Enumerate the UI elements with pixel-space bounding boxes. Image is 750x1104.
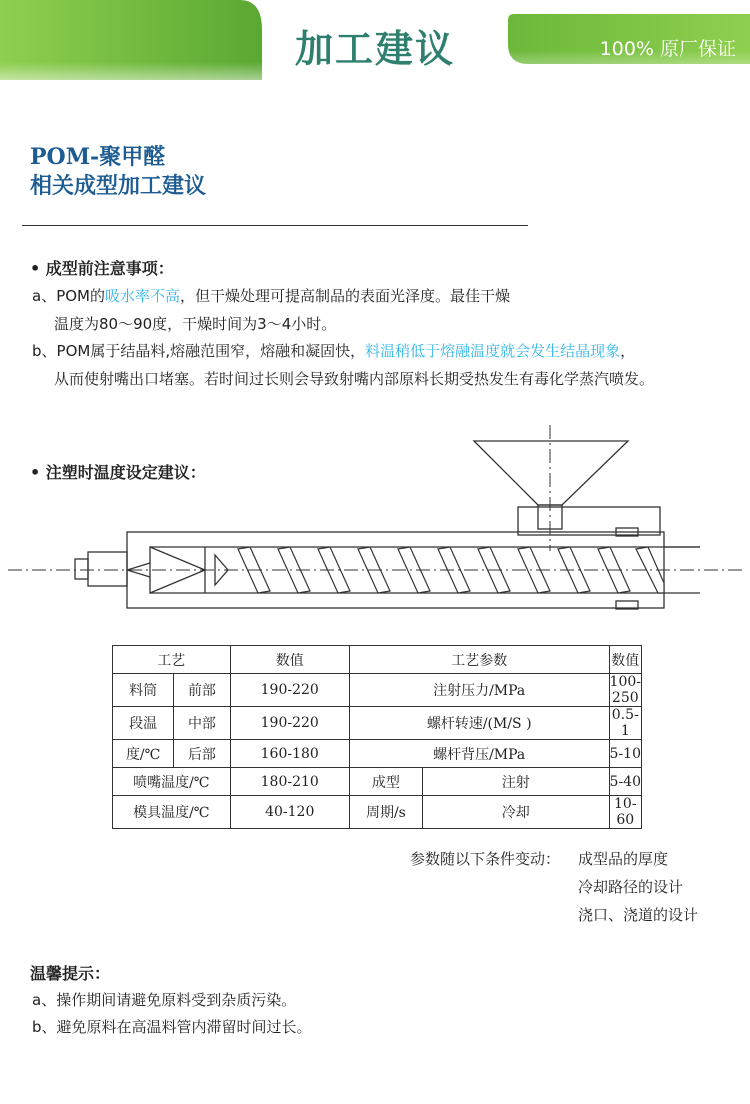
precaution-a-highlight: 吸水率不高 <box>105 287 181 305</box>
table-row <box>113 740 642 768</box>
cycle-value: 5-40 <box>609 768 641 796</box>
param-label: 注射压力/MPa <box>349 674 609 707</box>
zone-value: 160-180 <box>230 740 349 768</box>
cycle-value: 10-60 <box>609 796 641 829</box>
precaution-b-line2: 从而使射嘴出口堵塞。若时间过长则会导致射嘴内部原料长期受热发生有毒化学蒸汽喷发。 <box>54 370 655 388</box>
banner-title: 加工建议 <box>294 27 455 71</box>
condition-item: 浇口、浇道的设计 <box>578 906 699 924</box>
table-row <box>113 768 642 796</box>
zone-value: 190-220 <box>230 707 349 740</box>
tip-item: a、操作期间请避免原料受到杂质污染。 <box>32 991 297 1009</box>
header-value: 数值 <box>230 646 349 674</box>
zone-label: 前部 <box>174 674 230 707</box>
page-title-line2: 相关成型加工建议 <box>30 173 207 199</box>
guarantee-label: 100% 原厂保证 <box>599 38 736 60</box>
zone-value: 190-220 <box>230 674 349 707</box>
param-label: 螺杆背压/MPa <box>349 740 609 768</box>
header-value-2: 数值 <box>609 646 641 674</box>
injection-screw-diagram <box>0 425 750 625</box>
cycle-label: 冷却 <box>422 796 609 829</box>
precautions-heading: • 成型前注意事项： <box>30 259 174 278</box>
tip-item: b、避免原料在高温料管内滞留时间过长。 <box>32 1018 312 1036</box>
precaution-b <box>32 341 635 361</box>
table-row <box>113 796 642 829</box>
cycle-label: 注射 <box>422 768 609 796</box>
header-banner <box>0 0 750 100</box>
precaution-a <box>32 286 510 306</box>
hopper-icon <box>474 441 628 505</box>
header-parameter: 工艺参数 <box>349 646 609 674</box>
param-value: 0.5-1 <box>609 707 641 740</box>
precaution-a-line2: 温度为80～90度，干燥时间为3～4小时。 <box>54 315 337 333</box>
precaution-a-suffix: ，但干燥处理可提高制品的表面光泽度。最佳干燥 <box>180 287 511 305</box>
zone-label: 中部 <box>174 707 230 740</box>
barrel-group-label: 度/℃ <box>113 740 174 768</box>
table-row <box>113 674 642 707</box>
precaution-b-suffix: ， <box>620 342 636 360</box>
table-row <box>113 707 642 740</box>
precaution-a-prefix: a、POM的 <box>32 287 105 305</box>
precaution-b-prefix: b、POM属于结晶料,熔融范围窄，熔融和凝固快， <box>32 342 366 360</box>
process-parameter-table <box>112 645 642 829</box>
mold-temp-label: 模具温度/℃ <box>113 796 231 829</box>
condition-item: 冷却路径的设计 <box>578 878 684 896</box>
param-label: 螺杆转速/(M/S ) <box>349 707 609 740</box>
cycle-group-label: 周期/s <box>349 796 422 829</box>
nozzle-temp-label: 喷嘴温度/℃ <box>113 768 231 796</box>
barrel-group-label: 料筒 <box>113 674 174 707</box>
page-title-line1: POM-聚甲醛 <box>30 144 166 170</box>
temperature-heading: • 注塑时温度设定建议： <box>30 463 206 482</box>
title-divider <box>22 225 528 226</box>
mold-temp-value: 40-120 <box>230 796 349 829</box>
tips-heading: 温馨提示： <box>30 964 111 983</box>
param-value: 5-10 <box>609 740 641 768</box>
table-header-row <box>113 646 642 674</box>
conditions-label: 参数随以下条件变动： <box>410 850 561 868</box>
barrel-group-label: 段温 <box>113 707 174 740</box>
header-process: 工艺 <box>113 646 231 674</box>
param-value: 100-250 <box>609 674 641 706</box>
precaution-b-highlight: 料温稍低于熔融温度就会发生结晶现象 <box>365 342 621 360</box>
condition-item: 成型品的厚度 <box>578 850 669 868</box>
cycle-group-label: 成型 <box>349 768 422 796</box>
nozzle-temp-value: 180-210 <box>230 768 349 796</box>
zone-label: 后部 <box>174 740 230 768</box>
